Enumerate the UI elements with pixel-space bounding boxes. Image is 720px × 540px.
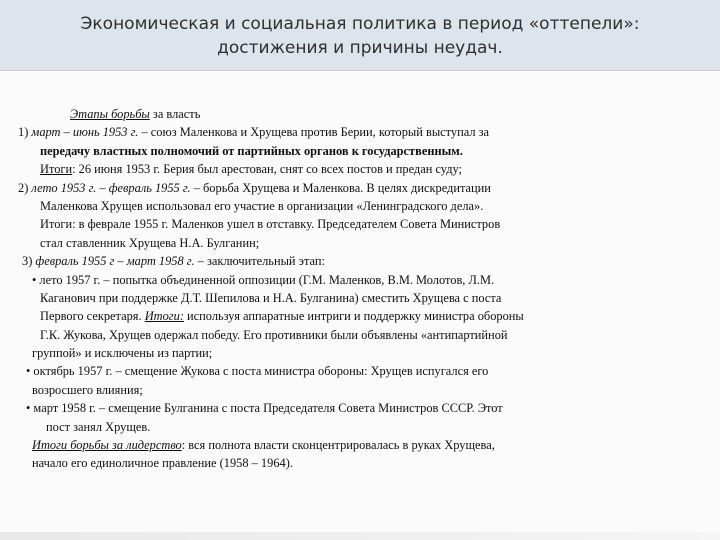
bottom-ribbon (0, 532, 720, 540)
text-span: за власть (149, 107, 201, 121)
text-line (18, 123, 718, 141)
text-span: март – июнь 1953 г. (31, 125, 139, 140)
text-span: – заключительный этап: (194, 254, 325, 269)
text-span: 3) (22, 254, 36, 269)
text-line (18, 307, 718, 325)
text-line: пост занял Хрущев. (46, 419, 151, 434)
text-span: Первого секретаря. (40, 309, 145, 324)
text-line: начало его единоличное правление (1958 – 1964). (32, 456, 293, 471)
text-line: Г.К. Жукова, Хрущев одержал победу. Его противники были объявлены «антипартийной (40, 327, 508, 342)
text-span: 2) (18, 180, 32, 195)
text-span: Итоги борьбы за лидерство (32, 438, 182, 453)
text-span: февраль 1955 г – март 1958 г. (35, 254, 195, 269)
text-body (18, 105, 718, 473)
text-line (18, 179, 718, 197)
text-span: : 26 июня 1953 г. Берия был арестован, снят со всех постов и предан суду; (72, 162, 462, 177)
text-line (18, 252, 718, 270)
text-span: лето 1953 г. – февраль 1955 г. (31, 180, 191, 195)
text-span: : вся полнота власти сконцентрировалась в руках Хрущева, (181, 438, 495, 453)
text-span: используя аппаратные интриги и поддержку министра обороны (183, 309, 524, 324)
title-line-1: Экономическая и социальная политика в период «оттепели»: (80, 14, 640, 34)
title-bar (0, 0, 720, 71)
text-line: Итоги: в феврале 1955 г. Маленков ушел в отставку. Председателем Совета Министров (40, 217, 501, 232)
text-line: • октябрь 1957 г. – смещение Жукова с поста министра обороны: Хрущев испугался его (26, 364, 489, 379)
text-span: Этапы борьбы (70, 107, 150, 121)
text-span: Итоги (40, 162, 73, 177)
text-line: группой» и исключены из партии; (32, 346, 213, 361)
text-span: – союз Маленкова и Хрущева против Берии, который выступал за (138, 125, 490, 140)
text-span: 1) (18, 125, 32, 140)
text-line (18, 436, 718, 454)
text-span: Итоги: (144, 309, 184, 324)
text-span: – борьба Хрущева и Маленкова. В целях дискредитации (190, 180, 491, 195)
text-line: Каганович при поддержке Д.Т. Шепилова и Н.А. Булганина) сместить Хрущева с поста (40, 290, 502, 305)
text-line: • лето 1957 г. – попытка объединенной оппозиции (Г.М. Маленков, В.М. Молотов, Л.М. (32, 272, 495, 287)
text-line (18, 105, 718, 123)
text-line: • март 1958 г. – смещение Булганина с поста Председателя Совета Министров СССР. Этот (26, 401, 503, 416)
text-line (18, 160, 718, 178)
text-line: Маленкова Хрущев использовал его участие в организации «Ленинградского дела». (40, 198, 484, 213)
title-line-2: достижения и причины неудач. (217, 38, 503, 58)
text-line: стал ставленник Хрущева Н.А. Булганин; (40, 235, 260, 250)
text-line: возросшего влияния; (32, 382, 143, 397)
page-title (0, 12, 720, 60)
text-line: передачу властных полномочий от партийных органов к государственным. (40, 143, 463, 158)
